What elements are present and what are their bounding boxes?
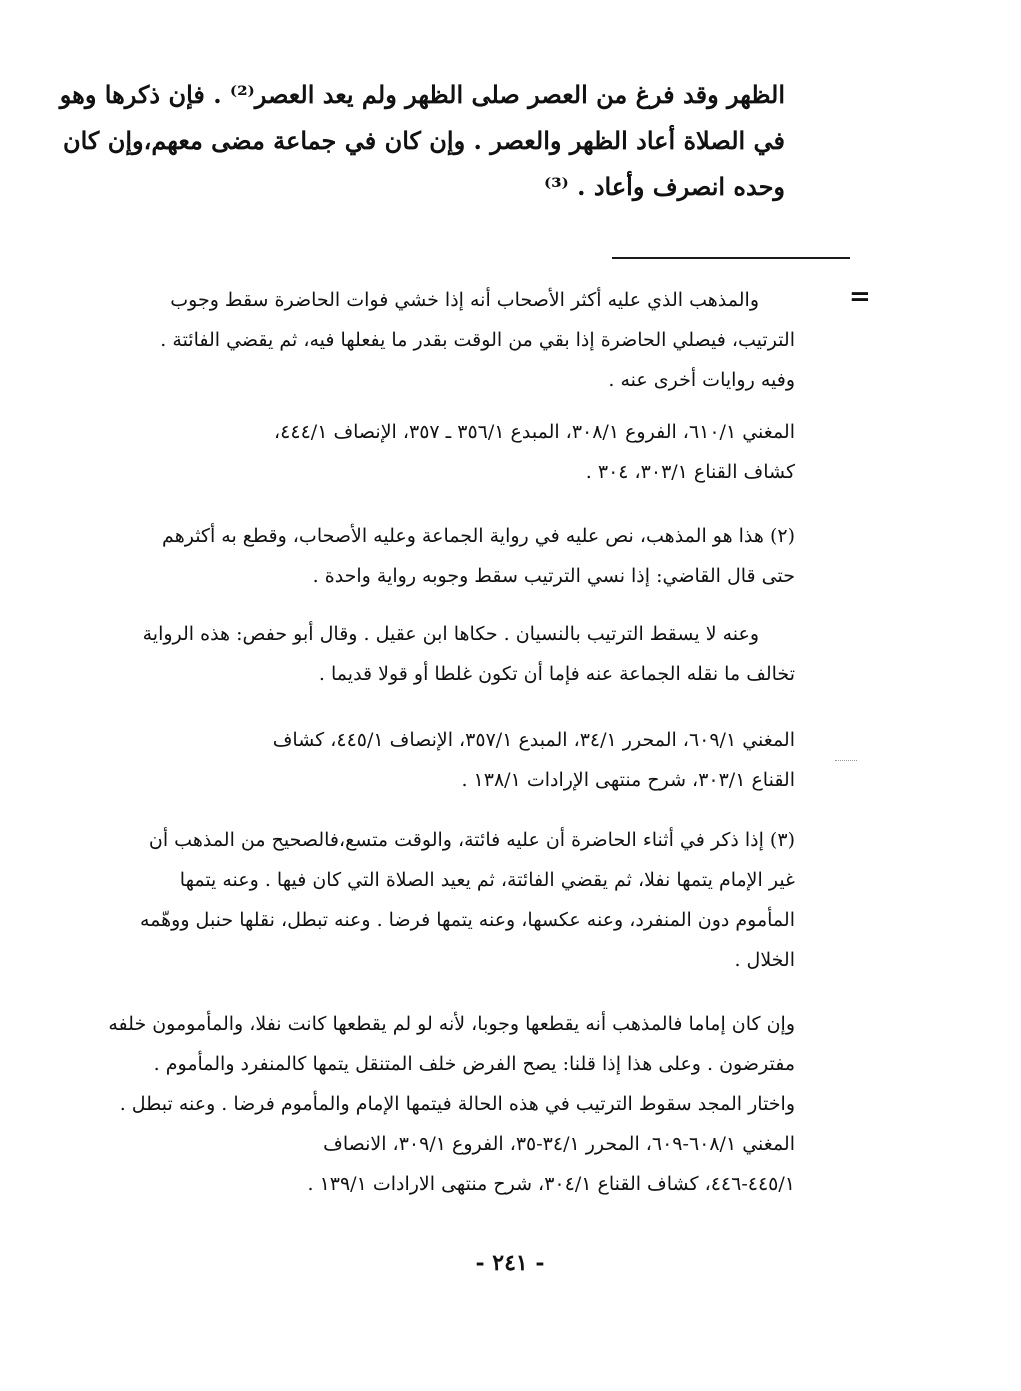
footnote-separator	[612, 257, 850, 259]
main-text-block	[59, 72, 785, 210]
footnote-2	[140, 516, 795, 596]
footnote-line: الترتيب، فيصلي الحاضرة إذا بقي من الوقت بقدر ما يفعلها فيه، ثم يقضي الفائتة .	[160, 329, 795, 351]
footnote-3	[140, 820, 795, 980]
footnote-line: غير الإمام يتمها نفلا، ثم يقضي الفائتة، ثم يعيد الصلاة التي كان فيها . وعنه يتمها	[179, 869, 795, 891]
footnote-line: وإن كان إماما فالمذهب أنه يقطعها وجوبا، لأنه لو لم يقطعها كانت نفلا، والمأمومون خلفه	[108, 1013, 795, 1035]
continuation-mark: =	[849, 282, 871, 312]
footnote-line: والمذهب الذي عليه أكثر الأصحاب أنه إذا خشي فوات الحاضرة سقط وجوب	[170, 289, 759, 311]
footnote-references	[140, 412, 795, 492]
footnote-line: المأموم دون المنفرد، وعنه عكسها، وعنه يتمها فرضا . وعنه تبطل، نقلها حنبل ووهّمه	[139, 909, 795, 931]
main-text-line: الظهر وقد فرغ من العصر صلى الظهر ولم يعد العصر⁽²⁾ . فإن ذكرها وهو	[59, 80, 785, 109]
footnote-line: حتى قال القاضي: إذا نسي الترتيب سقط وجوبه رواية واحدة .	[312, 565, 795, 587]
footnote-line: ٤٤٥/١-٤٤٦، كشاف القناع ٣٠٤/١، شرح منتهى الارادات ١٣٩/١ .	[307, 1173, 795, 1195]
page-number: - ٢٤١ -	[475, 1250, 545, 1276]
footnote-line: المغني ٦٠٩/١، المحرر ٣٤/١، المبدع ٣٥٧/١، الإنصاف ٤٤٥/١، كشاف	[272, 729, 795, 751]
footnote-line: واختار المجد سقوط الترتيب في هذه الحالة فيتمها الإمام والمأموم فرضا . وعنه تبطل .	[119, 1093, 795, 1115]
footnote-line: وعنه لا يسقط الترتيب بالنسيان . حكاها ابن عقيل . وقال أبو حفص: هذه الرواية	[142, 623, 759, 645]
footnote-line: وفيه روايات أخرى عنه .	[608, 369, 795, 391]
footnote-paragraph	[108, 1004, 795, 1204]
footnote-line: الخلال .	[734, 949, 795, 971]
footnote-paragraph	[140, 280, 795, 400]
footnote-line: مفترضون . وعلى هذا إذا قلنا: يصح الفرض خلف المتنقل يتمها كالمنفرد والمأموم .	[153, 1053, 795, 1075]
footnote-line: (٣) إذا ذكر في أثناء الحاضرة أن عليه فائتة، والوقت متسع،فالصحيح من المذهب أن	[148, 829, 795, 851]
footnote-line: (٢) هذا هو المذهب، نص عليه في رواية الجماعة وعليه الأصحاب، وقطع به أكثرهم	[162, 525, 795, 547]
main-text-line: وحده انصرف وأعاد . ⁽³⁾	[543, 172, 785, 201]
footnote-line: القناع ٣٠٣/١، شرح منتهى الإرادات ١٣٨/١ .	[461, 769, 795, 791]
footnote-line: كشاف القناع ٣٠٣/١، ٣٠٤ .	[585, 461, 795, 483]
footnote-line: تخالف ما نقله الجماعة عنه فإما أن تكون غلطا أو قولا قديما .	[318, 663, 795, 685]
margin-mark	[835, 760, 857, 775]
footnote-paragraph	[140, 614, 795, 694]
footnote-line: المغني ٦١٠/١، الفروع ٣٠٨/١، المبدع ٣٥٦/١ ـ ٣٥٧، الإنصاف ٤٤٤/١،	[274, 421, 795, 443]
footnote-line: المغني ٦٠٨/١-٦٠٩، المحرر ٣٤/١-٣٥، الفروع ٣٠٩/١، الانصاف	[323, 1133, 795, 1155]
main-text-line: في الصلاة أعاد الظهر والعصر . وإن كان في جماعة مضى معهم،وإن كان	[62, 126, 785, 155]
footnote-references	[140, 720, 795, 800]
